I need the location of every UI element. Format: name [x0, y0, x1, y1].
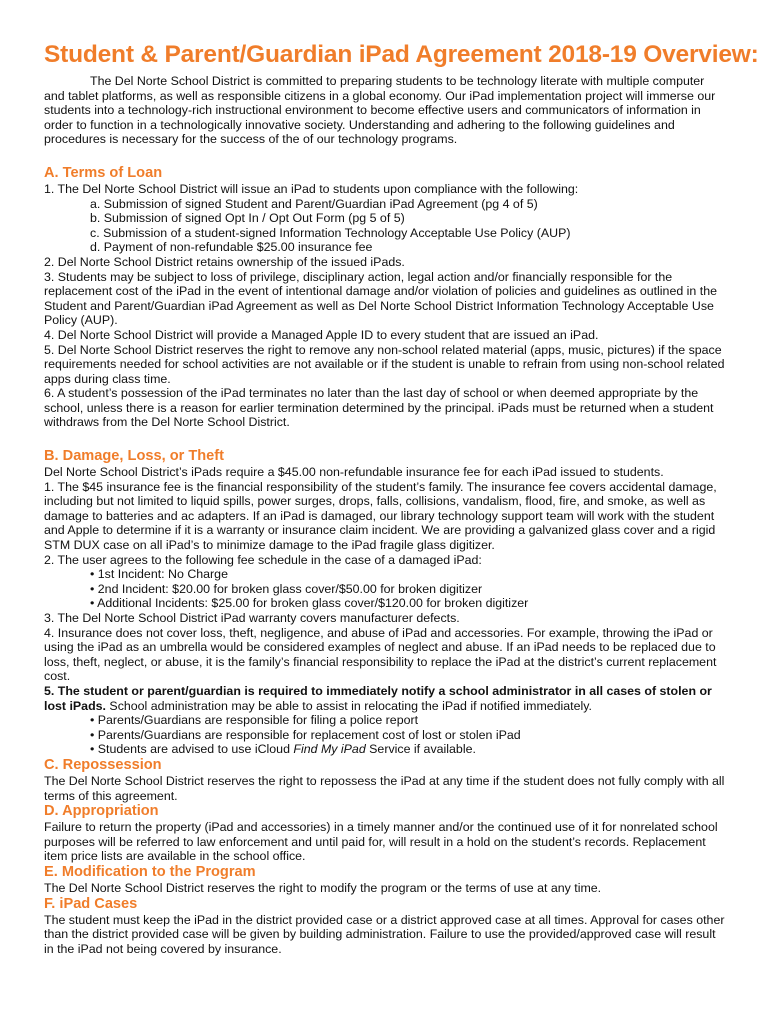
section-b-item-4: 4. Insurance does not cover loss, theft, negligence, and abuse of iPad and accessories. For example, throwing the iPad or using the iPad as an umbrella would be considered examples of neglect and abuse. If an iPad needs to be replaced due to loss, theft, neglect, or abuse, it is the family’s financial responsibility to replace the iPad at the district’s current replacement cost. [44, 625, 717, 684]
section-a-item-1: 1. The Del Norte School District will issue an iPad to students upon compliance with the following: [44, 181, 579, 196]
section-e-heading: E. Modification to the Program [44, 863, 256, 880]
section-b-item-5-rest: School administration may be able to assist in relocating the iPad if notified immediately. [105, 698, 592, 713]
section-a-item-4: 4. Del Norte School District will provide a Managed Apple ID to every student that are issued an iPad. [44, 327, 599, 342]
section-b-item-2: 2. The user agrees to the following fee schedule in the case of a damaged iPad: [44, 552, 482, 567]
stolen-ipad-bullet: • Parents/Guardians are responsible for replacement cost of lost or stolen iPad [90, 727, 521, 742]
fee-schedule-item: • 2nd Incident: $20.00 for broken glass cover/$50.00 for broken digitizer [90, 581, 483, 596]
section-c-text: The Del Norte School District reserves the right to repossess the iPad at any time if the student does not fully comply with all terms of this agreement. [44, 773, 725, 803]
section-b-item-5-bold: 5. The student or parent/guardian is required to immediately notify a school administrator in all cases of stolen or lost iPads. [44, 683, 712, 713]
fee-schedule-item: • Additional Incidents: $25.00 for broken glass cover/$120.00 for broken digitizer [90, 596, 529, 611]
intro-paragraph: The Del Norte School District is committed to preparing students to be technology literate with multiple computer and tablet platforms, as well as responsible citizens in a global economy. Our iPad implementation project will immerse our students into a technology-rich instructional environment to become effective users and communicators of information in order to function in a technologically innovative society. Understanding and adhering to the following guidelines and procedures is necessary for the success of the of our technology programs. [44, 74, 716, 147]
page-title: Student & Parent/Guardian iPad Agreement 2018-19 Overview: [44, 41, 759, 68]
section-d-heading: D. Appropriation [44, 803, 159, 820]
section-a-heading: A. Terms of Loan [44, 164, 163, 181]
bullet-3-post: Service if available. [365, 742, 476, 757]
section-a-item-3: 3. Students may be subject to loss of privilege, disciplinary action, legal action and/or financially responsible for the replacement cost of the iPad in the event of intentional damage and/or violation of policies and guidelines as outlined in the Student and Parent/Guardian iPad Agreement as well as Del Norte School District Information Technology Acceptable Use Policy (AUP). [44, 269, 717, 328]
section-b-item-5 [44, 684, 726, 713]
section-a-item-2: 2. Del Norte School District retains ownership of the issued iPads. [44, 254, 405, 269]
fee-schedule-item: • 1st Incident: No Charge [90, 567, 228, 582]
section-a-sub-a: a. Submission of signed Student and Parent/Guardian iPad Agreement (pg 4 of 5) [90, 196, 538, 211]
stolen-ipad-bullet: • Parents/Guardians are responsible for filing a police report [90, 713, 419, 728]
section-b-item-3: 3. The Del Norte School District iPad warranty covers manufacturer defects. [44, 611, 460, 625]
stolen-ipad-bullet [44, 742, 726, 757]
section-a-sub-d: d. Payment of non-refundable $25.00 insurance fee [90, 240, 373, 255]
bullet-3-pre: • Students are advised to use iCloud [90, 742, 294, 757]
section-b-heading: B. Damage, Loss, or Theft [44, 448, 225, 465]
section-a-sub-b: b. Submission of signed Opt In / Opt Out Form (pg 5 of 5) [90, 211, 405, 226]
section-c-heading: C. Repossession [44, 756, 162, 773]
section-b-lead: Del Norte School District’s iPads require a $45.00 non-refundable insurance fee for each iPad issued to students. [44, 465, 664, 480]
section-f-text: The student must keep the iPad in the district provided case or a district approved case at all times. Approval for cases other than the district provided case will be given by building administration. Failure to use the provided/approved case will result in the iPad not being covered by insurance. [44, 912, 725, 956]
section-e-text: The Del Norte School District reserves the right to modify the program or the terms of use at any time. [44, 880, 602, 895]
find-my-ipad-text: Find My iPad [293, 742, 366, 757]
section-b-item-1: 1. The $45 insurance fee is the financial responsibility of the student’s family. The insurance fee covers accidental damage, including but not limited to liquid spills, power surges, drops, falls, collisions, vandalism, flood, fire, and smoke, as well as damage to batteries and ac adapters. If an iPad is damaged, our library technology support team will work with the student and Apple to determine if it is a warranty or insurance claim incident. We are providing a galvanized glass cover and a rigid STM DUX case on all iPad’s to minimize damage to the iPad fragile glass digitizer. [44, 479, 717, 553]
section-a-sub-c: c. Submission of a student-signed Information Technology Acceptable Use Policy (AUP) [90, 225, 571, 240]
section-f-heading: F. iPad Cases [44, 895, 138, 912]
section-d-text: Failure to return the property (iPad and accessories) in a timely manner and/or the continued use of it for nonrelated school purposes will be referred to law enforcement and until paid for, will result in a hold on the student’s records. Replacement item price lists are available in the school office. [44, 820, 718, 864]
section-a-item-5: 5. Del Norte School District reserves the right to remove any non-school related material (apps, music, pictures) if the space requirements needed for school activities are not available or if the student is unable to refrain from using non-school related apps during class time. [44, 342, 725, 386]
section-a-item-6: 6. A student’s possession of the iPad terminates no later than the last day of school or when deemed appropriate by the school, unless there is a reason for earlier termination determined by the principal. iPads must be returned when a student withdraws from the Del Norte School District. [44, 386, 714, 430]
